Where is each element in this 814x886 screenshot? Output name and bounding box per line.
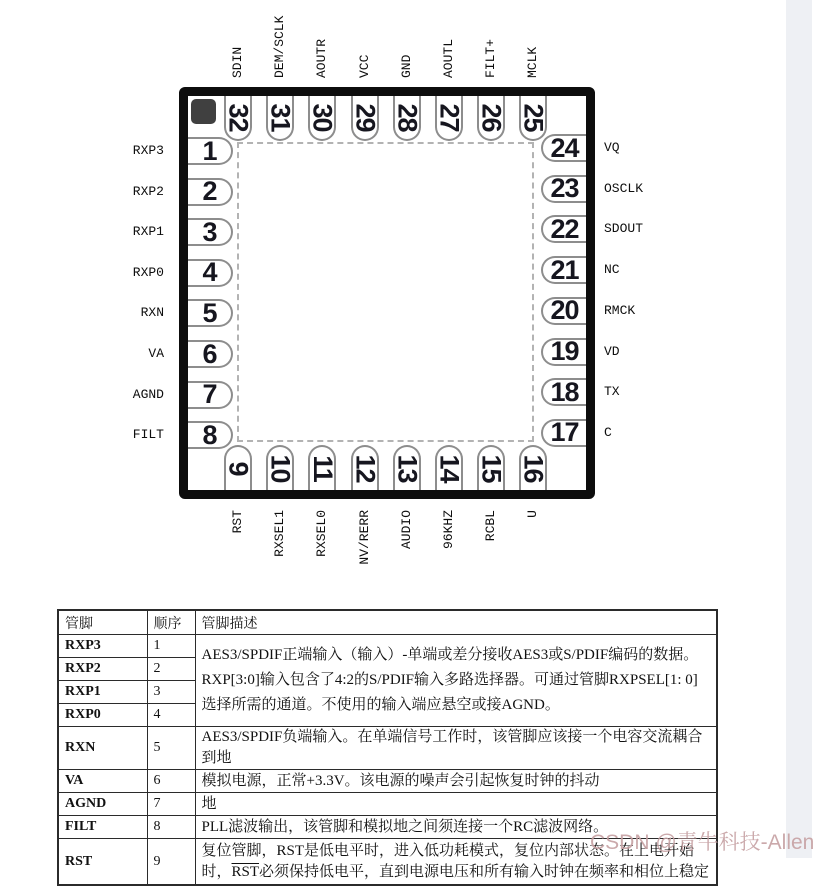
pin-pad bbox=[477, 96, 505, 141]
pin-label: RXP0 bbox=[132, 264, 164, 280]
pin-name: RXP3 bbox=[58, 635, 147, 658]
pin-number: 24 bbox=[550, 132, 579, 163]
pin-number: 23 bbox=[550, 173, 579, 204]
pin-number: 21 bbox=[550, 254, 579, 285]
pin-order: 2 bbox=[147, 658, 195, 681]
header-pin: 管脚 bbox=[58, 610, 147, 635]
watermark-text: CSDN @青牛科技-Allen bbox=[590, 831, 814, 854]
pin-number: 10 bbox=[265, 454, 296, 483]
pin-number: 32 bbox=[223, 103, 254, 132]
pin-pad bbox=[188, 259, 233, 287]
pin-label: RXP3 bbox=[132, 143, 164, 158]
pin-number: 27 bbox=[434, 103, 465, 132]
pin-number: 6 bbox=[202, 338, 217, 369]
pin-number: 5 bbox=[202, 297, 217, 328]
pin-number: 7 bbox=[202, 379, 217, 410]
rst-desc-part2: 必须保持低电平，直到电源电压和所有输入时钟在频率和相位上稳定 bbox=[259, 863, 710, 880]
pin-pad bbox=[477, 445, 505, 490]
table-row bbox=[58, 793, 717, 816]
pin-order: 5 bbox=[147, 727, 195, 770]
pin-pad bbox=[188, 218, 233, 246]
pin-number: 28 bbox=[392, 103, 423, 132]
pin-pad bbox=[393, 96, 421, 141]
pin-name: AGND bbox=[58, 793, 147, 816]
pin-number: 12 bbox=[350, 454, 381, 483]
pin-number: 19 bbox=[550, 336, 579, 366]
pin-order: 1 bbox=[147, 635, 195, 658]
pin-pad bbox=[188, 381, 233, 409]
pin-number: 13 bbox=[392, 454, 423, 483]
table-row bbox=[58, 770, 717, 793]
pin-description-rxp: AES3/SPDIF正端输入（输入）-单端或差分接收AES3或S/PDIF编码的数据。RXP[3:0]输入包含了4:2的S/PDIF输入多路选择器。可通过管脚RXPSEL[1: 0]选择所需的通道。不使用的输入端应悬空或接AGND。 bbox=[195, 635, 717, 727]
pin-pad bbox=[541, 378, 586, 406]
pin-pad bbox=[541, 256, 586, 284]
pin-label: TX bbox=[604, 384, 620, 400]
table-row bbox=[58, 727, 717, 770]
pin-order: 9 bbox=[147, 839, 195, 886]
pin-pad bbox=[351, 96, 379, 141]
pin-label: MCLK bbox=[525, 46, 541, 78]
pin-label: GND bbox=[398, 54, 414, 78]
pin-pad bbox=[308, 96, 336, 141]
pin-label: FILT+ bbox=[483, 38, 499, 78]
scrollbar-track[interactable] bbox=[786, 0, 812, 858]
pin-pad bbox=[541, 419, 586, 447]
pin-label: RXP2 bbox=[132, 183, 164, 199]
pin-label: VD bbox=[604, 343, 620, 359]
pin-pad bbox=[224, 445, 252, 490]
pin-number: 17 bbox=[550, 417, 579, 448]
pin-number: 31 bbox=[265, 103, 296, 132]
pin-label: U bbox=[525, 510, 541, 518]
header-order: 顺序 bbox=[147, 610, 195, 635]
pin-pad bbox=[188, 137, 233, 165]
pin-label: AUDIO bbox=[398, 510, 414, 550]
pin-number: 25 bbox=[518, 103, 549, 132]
header-desc: 管脚描述 bbox=[195, 610, 717, 635]
pin-name: RXP2 bbox=[58, 658, 147, 681]
pin1-indicator bbox=[191, 99, 216, 124]
pin-name: RXP0 bbox=[58, 704, 147, 727]
pin-pad bbox=[541, 215, 586, 243]
pin-label: VA bbox=[148, 346, 164, 361]
pin-label: RXSEL1 bbox=[272, 510, 288, 557]
pin-pad bbox=[541, 134, 586, 162]
pin-description: 模拟电源，正常+3.3V。该电源的噪声会引起恢复时钟的抖动 bbox=[195, 770, 717, 793]
pin-label: 96KHZ bbox=[441, 510, 456, 550]
pin-number: 2 bbox=[202, 176, 217, 207]
pin-number: 30 bbox=[307, 103, 338, 132]
pin-pad bbox=[519, 96, 547, 141]
pin-label: FILT bbox=[132, 427, 164, 443]
pin-pad bbox=[188, 178, 233, 206]
pin-number: 29 bbox=[350, 103, 381, 132]
pin-name: RXN bbox=[58, 727, 147, 770]
pin-number: 22 bbox=[550, 213, 579, 244]
pin-pad bbox=[435, 445, 463, 490]
pin-number: 1 bbox=[202, 135, 217, 166]
pin-label: SDIN bbox=[230, 46, 245, 78]
pin-label: RCBL bbox=[483, 510, 499, 542]
pin-description: PLL滤波输出，该管脚和模拟地之间须连接一个RC滤波网络。 bbox=[195, 816, 717, 839]
pin-number: 26 bbox=[476, 103, 507, 132]
pin-name: RXP1 bbox=[58, 681, 147, 704]
pin-label: NC bbox=[604, 262, 620, 278]
pin-label: OSCLK bbox=[604, 180, 644, 196]
pin-label: NV/RERR bbox=[356, 510, 372, 565]
pin-pad bbox=[308, 445, 336, 490]
pin-pad bbox=[519, 445, 547, 490]
pin-pad bbox=[351, 445, 379, 490]
pin-number: 18 bbox=[550, 376, 579, 407]
pin-name: FILT bbox=[58, 816, 147, 839]
pin-pad bbox=[541, 175, 586, 203]
pin-order: 4 bbox=[147, 704, 195, 727]
pin-number: 4 bbox=[202, 257, 217, 288]
pin-number: 9 bbox=[223, 461, 254, 476]
pin-pad bbox=[266, 445, 294, 490]
pin-number: 15 bbox=[476, 454, 507, 483]
pin-name: VA bbox=[58, 770, 147, 793]
pin-number: 3 bbox=[202, 216, 217, 247]
pin-label: RXSEL0 bbox=[314, 510, 330, 557]
pin-description: AES3/SPDIF负端输入。在单端信号工作时，该管脚应该接一个电容交流耦合到地 bbox=[195, 727, 717, 770]
die-outline-dashed bbox=[237, 142, 534, 442]
pin-pad bbox=[188, 340, 233, 368]
pin-number: 16 bbox=[518, 454, 549, 483]
pin-label: VCC bbox=[356, 54, 372, 78]
pin-label: VQ bbox=[604, 140, 620, 155]
pin-pad bbox=[541, 297, 586, 325]
pin-number: 14 bbox=[434, 454, 465, 483]
pin-description: 地 bbox=[195, 793, 717, 816]
pin-pad bbox=[266, 96, 294, 141]
rst-overlined: $\overline{RST}$ bbox=[231, 863, 260, 880]
pin-pad bbox=[224, 96, 252, 141]
pin-number: 20 bbox=[550, 295, 579, 326]
pin-order: 3 bbox=[147, 681, 195, 704]
pin-label: C bbox=[604, 424, 612, 440]
pin-pad bbox=[188, 421, 233, 449]
pin-label: RXP1 bbox=[132, 224, 164, 240]
pin-number: 8 bbox=[202, 419, 217, 450]
pin-pad bbox=[188, 299, 233, 327]
table-header-row bbox=[58, 610, 717, 635]
pin-number: 11 bbox=[307, 455, 338, 482]
pin-pad bbox=[435, 96, 463, 141]
pin-label: RST bbox=[230, 510, 245, 534]
table-row bbox=[58, 635, 717, 658]
pin-order: 6 bbox=[147, 770, 195, 793]
pin-label: AGND bbox=[132, 386, 164, 402]
pin-label: DEM/SCLK bbox=[272, 15, 288, 78]
rst-desc-part1: 复位管脚，RST是低电平时，进入低功耗模式，复位内部状态。在上电开始时， bbox=[201, 842, 695, 880]
pin-order: 8 bbox=[147, 816, 195, 839]
pin-pad bbox=[393, 445, 421, 490]
pin-pad bbox=[541, 338, 586, 366]
pin-label: SDOUT bbox=[604, 221, 644, 237]
pin-order: 7 bbox=[147, 793, 195, 816]
pin-label: AOUTR bbox=[314, 38, 330, 78]
pin-label: RMCK bbox=[604, 302, 636, 318]
pin-name: RST bbox=[58, 839, 147, 886]
pin-label: AOUTL bbox=[441, 38, 456, 78]
pin-label: RXN bbox=[140, 305, 164, 321]
